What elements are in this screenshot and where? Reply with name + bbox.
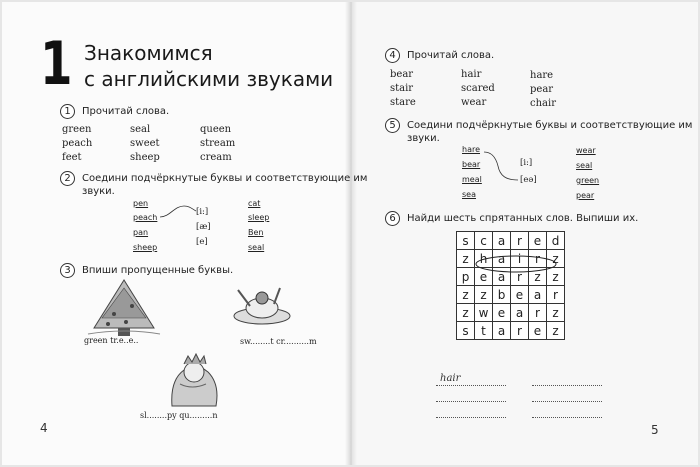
written-answer-hair: hair (440, 373, 461, 384)
queen-answer: sl........py qu.........n (140, 411, 218, 420)
grid-cell[interactable]: s (457, 322, 475, 340)
task-5-left-word: sea (462, 190, 476, 199)
task-4-word: hare (530, 70, 554, 81)
task-1-word: cream (200, 152, 232, 163)
grid-cell[interactable]: e (529, 232, 547, 250)
grid-cell[interactable]: s (457, 232, 475, 250)
answer-line[interactable] (532, 401, 602, 402)
sleepy-queen-picture (162, 350, 224, 408)
task-4-word: hair (461, 69, 482, 80)
task-5-right-word: wear (576, 146, 596, 155)
hair-circle-mark (474, 253, 560, 275)
task-5-right-word: green (576, 176, 600, 185)
task-2-right-word: Ben (248, 228, 264, 237)
grid-cell[interactable]: e (529, 322, 547, 340)
grid-cell[interactable]: r (511, 232, 529, 250)
grid-cell[interactable]: c (475, 232, 493, 250)
grid-cell[interactable]: a (493, 232, 511, 250)
task-2-left-word: sheep (133, 243, 158, 252)
task-5-left-word: meal (462, 175, 482, 184)
task-5-sound: [eə] (520, 175, 537, 185)
task-2-number: 2 (60, 171, 75, 186)
task-2-connector-line (160, 200, 200, 230)
grid-cell[interactable]: z (457, 286, 475, 304)
task-5-left-word: hare (462, 145, 481, 154)
task-4-word: bear (390, 69, 414, 80)
grid-cell[interactable]: z (547, 250, 565, 268)
grid-cell[interactable]: a (529, 286, 547, 304)
task-4-word: stare (390, 97, 416, 108)
grid-cell[interactable]: r (529, 304, 547, 322)
task-5-number: 5 (385, 118, 400, 133)
ice-cream-answer: sw........t cr..........m (240, 337, 317, 346)
task-4-word: pear (530, 84, 554, 95)
grid-cell[interactable]: a (493, 322, 511, 340)
task-1-word: stream (200, 138, 236, 149)
grid-cell[interactable]: r (529, 250, 547, 268)
task-5-right-word: pear (576, 191, 595, 200)
task-1-word: sheep (130, 152, 160, 163)
task-1-word: sweet (130, 138, 160, 149)
grid-cell[interactable]: z (547, 322, 565, 340)
grid-cell[interactable]: r (511, 322, 529, 340)
grid-cell[interactable]: b (493, 286, 511, 304)
ice-cream-picture (230, 282, 300, 332)
grid-cell[interactable]: h (475, 250, 493, 268)
task-2-left-word: pen (133, 199, 149, 208)
chapter-number: 1 (40, 29, 73, 99)
grid-cell[interactable]: z (457, 304, 475, 322)
task-5-sound: [i:] (520, 158, 533, 168)
grid-cell[interactable]: e (475, 268, 493, 286)
task-4-number: 4 (385, 48, 400, 63)
book-gutter (345, 2, 357, 465)
grid-cell[interactable]: z (547, 268, 565, 286)
grid-cell[interactable]: p (457, 268, 475, 286)
task-3-text: Впиши пропущенные буквы. (82, 265, 234, 276)
grid-cell[interactable]: a (493, 250, 511, 268)
task-6-number: 6 (385, 211, 400, 226)
task-1-word: seal (130, 124, 151, 135)
task-5-text: Соедини подчёркнутые буквы и соответствующие им звуки. (407, 120, 693, 144)
grid-cell[interactable]: i (511, 250, 529, 268)
grid-cell[interactable]: z (547, 304, 565, 322)
task-2-sound: [æ] (196, 222, 211, 232)
grid-cell[interactable]: e (511, 286, 529, 304)
answer-line[interactable] (436, 417, 506, 418)
answer-line[interactable] (532, 385, 602, 386)
task-2-sound: [i:] (196, 207, 209, 217)
task-3-number: 3 (60, 263, 75, 278)
grid-cell[interactable]: e (493, 304, 511, 322)
task-4-word: stair (390, 83, 414, 94)
task-1-word: feet (62, 152, 82, 163)
task-1-word: green (62, 124, 92, 135)
task-2-right-word: cat (248, 199, 261, 208)
task-1-word: queen (200, 124, 232, 135)
task-2-left-word: peach (133, 213, 158, 222)
task-4-word: scared (461, 83, 495, 94)
task-2-left-word: pan (133, 228, 149, 237)
task-2-right-word: sleep (248, 213, 270, 222)
grid-cell[interactable]: a (511, 304, 529, 322)
grid-cell[interactable]: r (547, 286, 565, 304)
task-5-right-word: seal (576, 161, 593, 170)
task-4-word: wear (461, 97, 487, 108)
answer-line[interactable] (436, 385, 506, 386)
grid-cell[interactable]: a (493, 268, 511, 286)
task-2-text: Соедини подчёркнутые буквы и соответствующие им звуки. (82, 173, 368, 197)
grid-cell[interactable]: r (511, 268, 529, 286)
grid-cell[interactable]: z (457, 250, 475, 268)
chapter-title: Знакомимся с английскими звуками (84, 41, 334, 91)
left-page-number: 4 (40, 421, 48, 435)
grid-cell[interactable]: z (529, 268, 547, 286)
word-search-grid (456, 231, 565, 340)
grid-cell[interactable]: t (475, 322, 493, 340)
task-6-text: Найди шесть спрятанных слов. Выпиши их. (407, 213, 639, 224)
task-5-connector-line (484, 148, 520, 188)
task-1-number: 1 (60, 104, 75, 119)
grid-cell[interactable]: z (475, 286, 493, 304)
task-2-right-word: seal (248, 243, 265, 252)
task-1-word: peach (62, 138, 93, 149)
task-5-left-word: bear (462, 160, 481, 169)
right-page-number: 5 (651, 423, 659, 437)
task-1-text: Прочитай слова. (82, 106, 170, 117)
answer-line[interactable] (436, 401, 506, 402)
task-2-sound: [e] (196, 237, 208, 247)
task-4-word: chair (530, 98, 556, 109)
grid-cell[interactable]: d (547, 232, 565, 250)
christmas-tree-picture (84, 278, 164, 340)
tree-answer: green tr.e..e.. (84, 336, 139, 345)
task-4-text: Прочитай слова. (407, 50, 495, 61)
answer-line[interactable] (532, 417, 602, 418)
grid-cell[interactable]: w (475, 304, 493, 322)
